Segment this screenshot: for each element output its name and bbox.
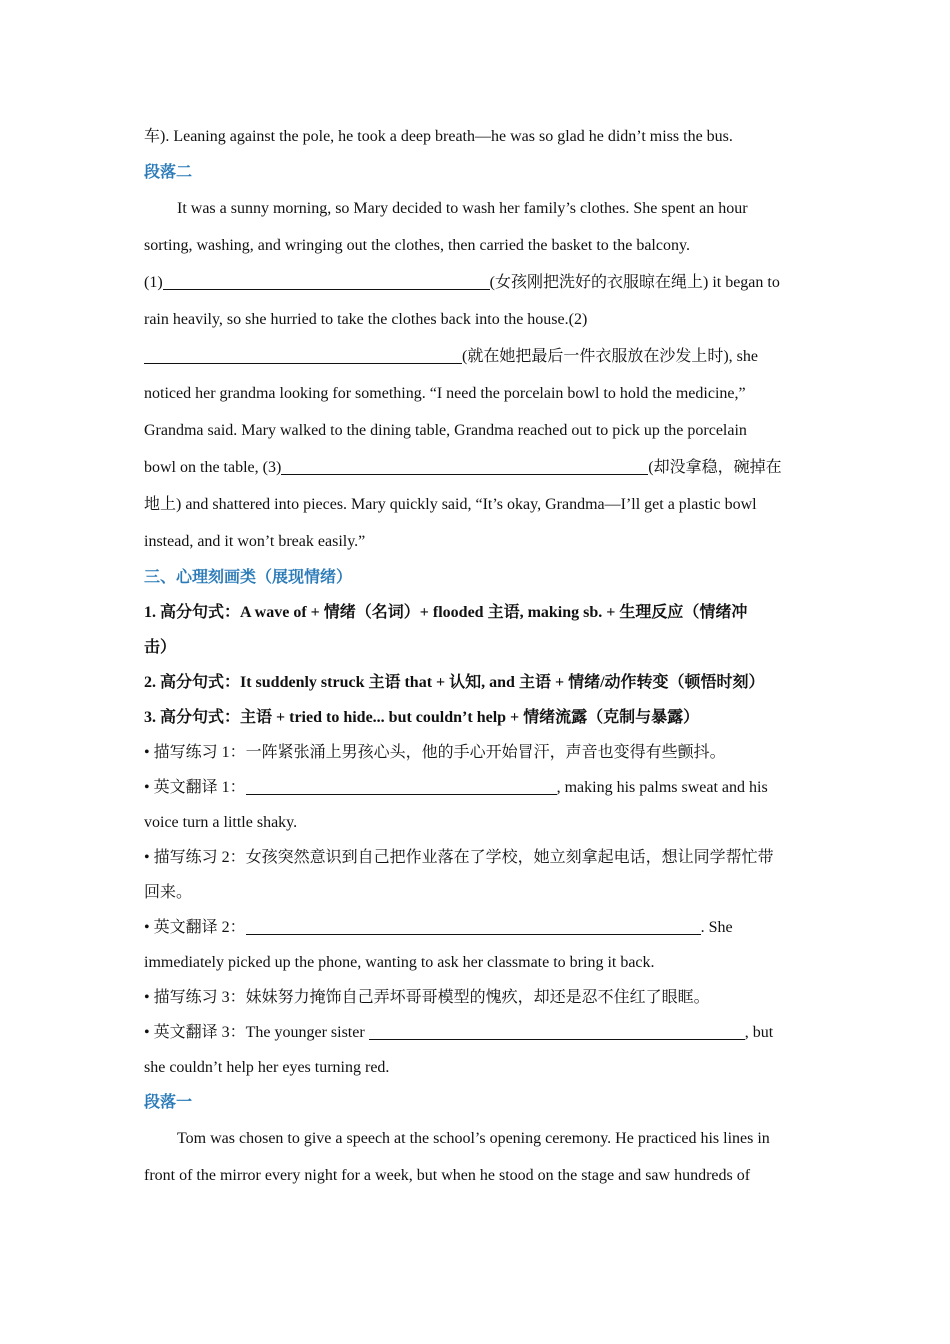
- translation-1-cont: voice turn a little shaky.: [144, 814, 298, 831]
- practice-3: • 描写练习 3：妹妹努力掩饰自己弄坏哥哥模型的愧疚，却还是忍不住红了眼眶。: [144, 989, 710, 1006]
- translation-3: [144, 1015, 810, 1050]
- answer-blank-2[interactable]: [144, 362, 462, 364]
- hint-text: (女孩刚把洗好的衣服晾在绳上) it began to: [489, 274, 780, 291]
- hint-text: (就在她把最后一件衣服放在沙发上时), she: [462, 348, 758, 365]
- pattern-1-line-a: 1. 高分句式：A wave of + 情绪（名词）+ flooded 主语, making sb. + 生理反应（情绪冲: [144, 604, 748, 621]
- translation-label: • 英文翻译 3：The younger sister: [144, 1024, 365, 1041]
- paragraph-line: 地上) and shattered into pieces. Mary quickly said, “It’s okay, Grandma—I’ll get a plastic bowl: [144, 496, 757, 513]
- paragraph-line: rain heavily, so she hurried to take the clothes back into the house.(2): [144, 311, 588, 328]
- translation-label: • 英文翻译 1：: [144, 779, 246, 796]
- paragraph-line: Tom was chosen to give a speech at the school’s opening ceremony. He practiced his lines in: [177, 1130, 770, 1147]
- paragraph-line: Grandma said. Mary walked to the dining table, Grandma reached out to pick up the porcelain: [144, 422, 747, 439]
- section-heading-psychology: 三、心理刻画类（展现情绪）: [144, 569, 353, 586]
- translation-tail: , but: [744, 1024, 774, 1041]
- answer-blank-1[interactable]: [163, 288, 490, 290]
- translation-blank-3[interactable]: [369, 1038, 745, 1040]
- paragraph-line-blank-2: [144, 338, 810, 375]
- paragraph-line: instead, and it won’t break easily.”: [144, 533, 366, 550]
- translation-blank-1[interactable]: [246, 793, 557, 795]
- section-heading-paragraph-1: 段落一: [144, 1094, 193, 1111]
- translation-3-cont: she couldn’t help her eyes turning red.: [144, 1059, 390, 1076]
- paragraph-line: front of the mirror every night for a week, but when he stood on the stage and saw hundreds of: [144, 1167, 751, 1184]
- practice-1: • 描写练习 1：一阵紧张涌上男孩心头，他的手心开始冒汗，声音也变得有些颤抖。: [144, 744, 726, 761]
- paragraph-line: It was a sunny morning, so Mary decided to wash her family’s clothes. She spent an hour: [177, 200, 748, 217]
- paragraph-line-blank-3: [144, 449, 810, 486]
- pattern-2: 2. 高分句式：It suddenly struck 主语 that + 认知, and 主语 + 情绪/动作转变（顿悟时刻）: [144, 674, 765, 691]
- paragraph-line: sorting, washing, and wringing out the clothes, then carried the basket to the balcony.: [144, 237, 690, 254]
- translation-2: [144, 910, 810, 945]
- translation-2-cont: immediately picked up the phone, wanting to ask her classmate to bring it back.: [144, 954, 655, 971]
- answer-blank-3[interactable]: [281, 473, 648, 475]
- practice-2-line-a: • 描写练习 2：女孩突然意识到自己把作业落在了学校，她立刻拿起电话，想让同学帮忙带: [144, 849, 774, 866]
- translation-tail: . She: [700, 919, 733, 936]
- pattern-1-line-b: 击）: [144, 639, 177, 656]
- translation-blank-2[interactable]: [246, 933, 701, 935]
- translation-1: [144, 770, 810, 805]
- paragraph-line: noticed her grandma looking for something. “I need the porcelain bowl to hold the medicine,”: [144, 385, 746, 402]
- sentence-text: bowl on the table, (3): [144, 459, 282, 476]
- translation-tail: , making his palms sweat and his: [556, 779, 768, 796]
- document-page: [144, 118, 810, 1194]
- paragraph-line-blank-1: [144, 264, 810, 301]
- hint-text: (却没拿稳，碗掉在: [648, 459, 782, 476]
- blank-number: (1): [144, 274, 163, 291]
- practice-2-line-b: 回来。: [144, 884, 193, 901]
- translation-label: • 英文翻译 2：: [144, 919, 246, 936]
- paragraph-line: 车). Leaning against the pole, he took a deep breath—he was so glad he didn’t miss the bus.: [144, 128, 733, 145]
- section-heading-paragraph-2: 段落二: [144, 164, 193, 181]
- pattern-3: 3. 高分句式：主语 + tried to hide... but couldn’t help + 情绪流露（克制与暴露）: [144, 709, 700, 726]
